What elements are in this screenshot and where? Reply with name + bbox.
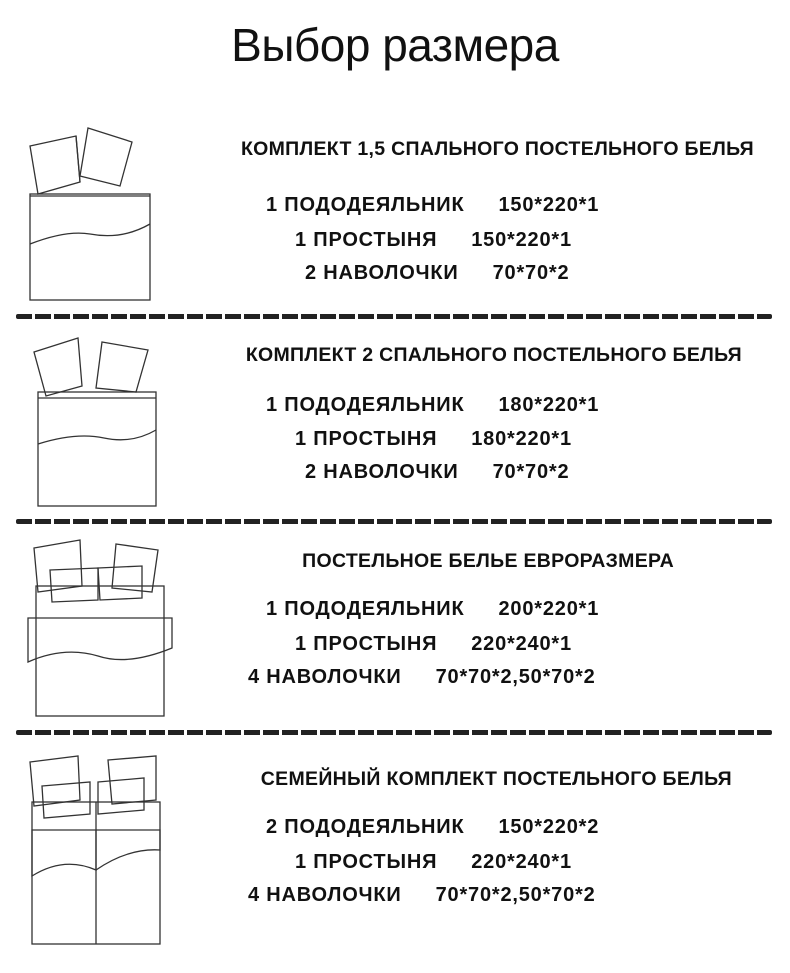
item-value: 70*70*2 — [492, 461, 570, 483]
set-euro — [0, 536, 790, 726]
item-value: 150*220*1 — [471, 229, 572, 251]
item-value: 150*220*2 — [498, 816, 600, 838]
divider — [16, 730, 772, 735]
item-label: 1 ПОДОДЕЯЛЬНИК — [266, 194, 465, 216]
item-row — [295, 851, 572, 874]
item-row — [248, 666, 596, 689]
item-label: 1 ПОДОДЕЯЛЬНИК — [266, 394, 465, 416]
set-title: КОМПЛЕКТ 1,5 СПАЛЬНОГО ПОСТЕЛЬНОГО БЕЛЬЯ — [240, 138, 754, 160]
item-row — [305, 461, 569, 484]
item-value: 180*220*1 — [498, 394, 600, 416]
item-row — [266, 598, 599, 621]
item-row — [248, 884, 596, 907]
set-family — [0, 748, 790, 968]
item-row — [266, 816, 599, 839]
item-row — [266, 194, 599, 217]
item-label: 1 ПРОСТЫНЯ — [295, 851, 438, 873]
item-value: 70*70*2 — [492, 262, 570, 284]
item-value: 220*240*1 — [471, 851, 572, 873]
item-label: 1 ПРОСТЫНЯ — [295, 633, 438, 655]
euro-bed-icon — [24, 538, 174, 718]
divider — [16, 314, 772, 319]
item-row — [295, 633, 572, 656]
double-bed-icon — [24, 334, 164, 510]
item-label: 2 НАВОЛОЧКИ — [305, 262, 459, 284]
item-label: 2 ПОДОДЕЯЛЬНИК — [266, 816, 465, 838]
item-label: 1 ПРОСТЫНЯ — [295, 229, 438, 251]
item-row — [295, 229, 572, 252]
set-single-and-half — [0, 124, 790, 314]
set-title: КОМПЛЕКТ 2 СПАЛЬНОГО ПОСТЕЛЬНОГО БЕЛЬЯ — [245, 344, 742, 366]
family-bed-icon — [20, 752, 170, 948]
set-title: СЕМЕЙНЫЙ КОМПЛЕКТ ПОСТЕЛЬНОГО БЕЛЬЯ — [260, 768, 732, 790]
item-label: 2 НАВОЛОЧКИ — [305, 461, 459, 483]
item-row — [266, 394, 599, 417]
item-value: 180*220*1 — [471, 428, 572, 450]
item-value: 220*240*1 — [471, 633, 572, 655]
item-label: 4 НАВОЛОЧКИ — [248, 884, 402, 906]
set-title: ПОСТЕЛЬНОЕ БЕЛЬЕ ЕВРОРАЗМЕРА — [302, 550, 674, 572]
item-value: 200*220*1 — [498, 598, 600, 620]
item-value: 70*70*2,50*70*2 — [435, 884, 596, 906]
item-label: 1 ПОДОДЕЯЛЬНИК — [266, 598, 465, 620]
item-row — [295, 428, 572, 451]
page-title: Выбор размера — [231, 19, 559, 71]
item-row — [305, 262, 569, 285]
set-double — [0, 330, 790, 520]
item-value: 70*70*2,50*70*2 — [435, 666, 596, 688]
item-label: 1 ПРОСТЫНЯ — [295, 428, 438, 450]
divider — [16, 519, 772, 524]
single-bed-icon — [26, 124, 156, 302]
item-label: 4 НАВОЛОЧКИ — [248, 666, 402, 688]
item-value: 150*220*1 — [498, 194, 600, 216]
